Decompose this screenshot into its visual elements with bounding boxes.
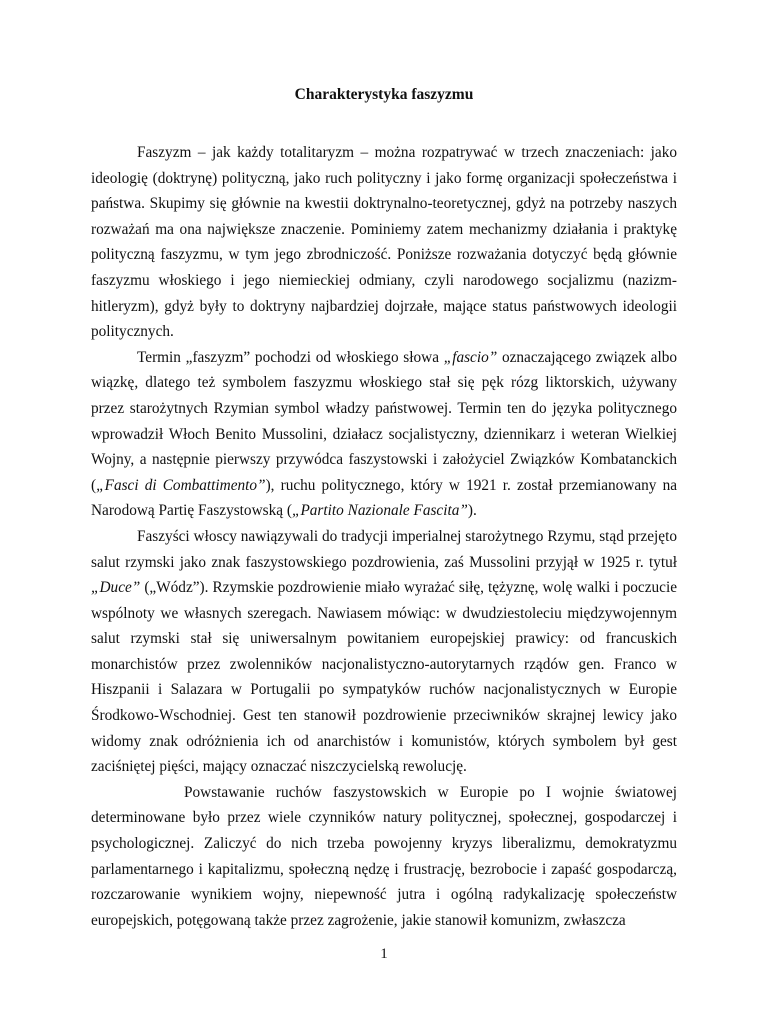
text-segment: ).: [467, 502, 477, 520]
paragraph: [91, 524, 677, 780]
page-number: 1: [380, 946, 388, 962]
text-segment: oznaczającego związek albo wiązkę, dlatego też symbolem faszyzmu włoskiego stał się pęk rózg liktorskich, używany przez starożytnych Rzymian symbol władzy państwowej. Termin ten do języka politycznego wprowadził Włoch Benito Mussolini, działacz socjalistyczny, dziennikarz i weteran Wielkiej Wojny, a następnie pierwszy przywódca faszystowski i założyciel Związków Kombatanckich (: [91, 348, 677, 494]
text-segment: ), ruchu politycznego, który w 1921 r. został przemianowany na Narodową Partię Faszystowską (: [91, 476, 678, 520]
italic-term: „Partito Nazionale Fascita”: [291, 502, 468, 520]
text-segment: Powstawanie ruchów faszystowskich w Europie po I wojnie światowej determinowane było przez wiele czynników natury politycznej, społecznej, gospodarczej i psychologicznej. Zaliczyć do nich trzeba powojenny kryzys liberalizmu, demokratyzmu parlamentarnego i kapitalizmu, społeczną nędzę i frustrację, bezrobocie i zapaść gospodarczą, rozczarowanie wynikiem wojny, niepewność jutra i ogólną radykalizację społeczeństw europejskich, potęgowaną także przez zagrożenie, jakie stanowił komunizm, zwłaszcza: [91, 783, 677, 929]
text-segment: Faszyści włoscy nawiązywali do tradycji imperialnej starożytnego Rzymu, stąd przejęto salut rzymski jako znak faszystowskiego pozdrowienia, zaś Mussolini przyjął w 1925 r. tytuł: [91, 527, 677, 571]
paragraph: [91, 780, 677, 934]
document-title: Charakterystyka faszyzmu: [294, 86, 474, 103]
text-segment: („Wódz”). Rzymskie pozdrowienie miało wyrażać siłę, tężyznę, wolę walki i poczucie wspólnoty we własnych szeregach. Nawiasem mówiąc: w dwudziestoleciu międzywojennym salut rzymski stał się uniwersalnym powitaniem europejskiej prawicy: od francuskich monarchistów przez zwolenników nacjonalistyczno-autorytarnych rządów gen. Franco w Hiszpanii i Salazara w Portugalii po sympatyków ruchów nacjonalistycznych w Europie Środkowo-Wschodniej. Gest ten stanowił pozdrowienie przeciwników skrajnej lewicy jako widomy znak odróżnienia ich od anarchistów i komunistów, których symbolem był gest zaciśniętej pięści, mający oznaczać niszczycielską rewolucję.: [91, 579, 677, 776]
italic-term: „fascio”: [443, 348, 498, 366]
italic-term: „Duce”: [91, 579, 141, 597]
document-body: [91, 140, 677, 933]
paragraph: [91, 345, 677, 524]
text-segment: Termin „faszyzm” pochodzi od włoskiego słowa: [137, 348, 444, 366]
text-segment: Faszyzm – jak każdy totalitaryzm – można rozpatrywać w trzech znaczeniach: jako ideologię (doktrynę) polityczną, jako ruch polityczny i jako formę organizacji społeczeństwa i państwa. Skupimy się głównie na kwestii doktrynalno-teoretycznej, gdyż na potrzeby naszych rozważań ma ona największe znaczenie. Pominiemy zatem mechanizmy działania i praktykę polityczną faszyzmu, w tym jego zbrodniczość. Poniższe rozważania dotyczyć będą głównie faszyzmu włoskiego i jego niemieckiej odmiany, czyli narodowego socjalizmu (nazizm-hitleryzm), gdyż były to doktryny najbardziej dojrzałe, mające status państwowych ideologii politycznych.: [91, 144, 677, 341]
italic-term: „Fasci di Combattimento”: [96, 476, 266, 494]
paragraph: [91, 140, 677, 345]
